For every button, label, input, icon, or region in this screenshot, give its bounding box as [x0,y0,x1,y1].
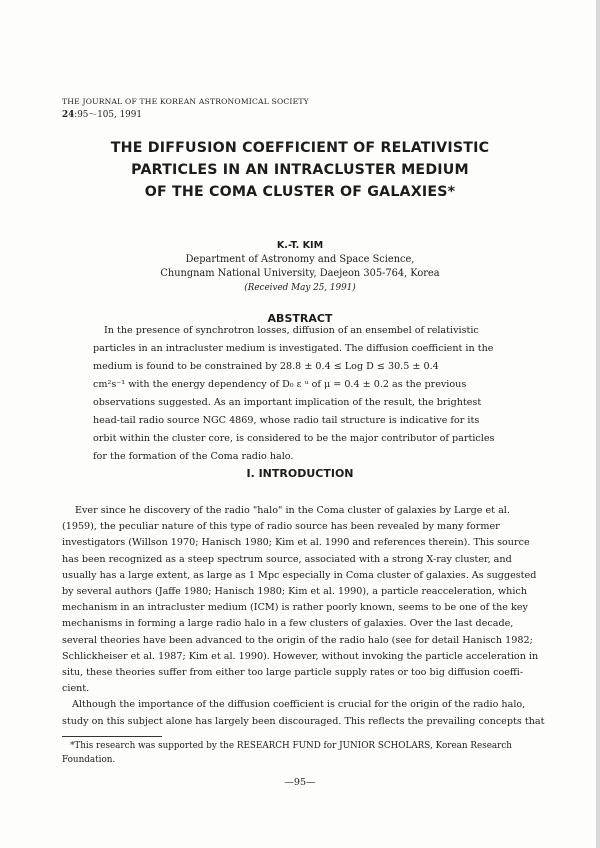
title-line-3: OF THE COMA CLUSTER OF GALAXIES* [144,184,456,200]
intro-line: Ever since he discovery of the radio "halo" in the Coma cluster of galaxies by Large et al. [75,505,510,516]
page-number: —95— [284,777,316,788]
section-heading: I. INTRODUCTION [246,467,354,480]
abstract-line: for the formation of the Coma radio halo. [93,451,294,462]
author-name: K.-T. KIM [276,240,324,251]
intro-line: mechanism in an intracluster medium (ICM) is rather poorly known, seems to be one of the key [62,602,528,614]
affiliation-line-2: Chungnam National University, Daejeon 305-764, Korea [160,268,440,279]
footnote-line: Foundation. [62,755,116,765]
footnote-line: *This research was supported by the RESEARCH FUND for JUNIOR SCHOLARS, Korean Research [70,741,512,751]
intro-line: Although the importance of the diffusion coefficient is crucial for the origin of the radio halo, [72,699,526,711]
abstract-line: particles in an intracluster medium is investigated. The diffusion coefficient in the [93,343,494,354]
footnote-rule [62,736,162,737]
abstract-line: observations suggested. As an important implication of the result, the brightest [93,397,482,408]
abstract-line: medium is found to be constrained by 28.8 ± 0.4 ≤ Log D ≤ 30.5 ± 0.4 [93,361,439,372]
title-line-2: PARTICLES IN AN INTRACLUSTER MEDIUM [131,162,469,178]
journal-name: THE JOURNAL OF THE KOREAN ASTRONOMICAL SOCIETY [62,97,309,106]
abstract-heading: ABSTRACT [267,312,333,325]
affiliation-line-1: Department of Astronomy and Space Science, [185,254,415,265]
intro-line: investigators (Willson 1970; Hanisch 1980; Kim et al. 1990 and references therein). This source [62,537,530,549]
volume-number: 24 [62,110,75,120]
title-line-1: THE DIFFUSION COEFFICIENT OF RELATIVISTIC [110,140,490,156]
abstract-line: head-tail radio source NGC 4869, whose radio tail structure is indicative for its [93,415,480,426]
received-date: (Received May 25, 1991) [244,283,356,293]
volume-info [62,107,142,120]
intro-line: cient. [62,683,90,695]
pages-year: :95～105, 1991 [74,110,142,120]
intro-line: Schlickheiser et al. 1987; Kim et al. 1990). However, without invoking the particle acceleration in [62,650,539,662]
intro-line: (1959), the peculiar nature of this type of radio source has been revealed by many former [62,521,500,533]
intro-line: study on this subject alone has largely been discouraged. This reflects the prevailing concepts that [62,715,545,727]
abstract-line: orbit within the cluster core, is considered to be the major contributor of particles [93,433,495,444]
intro-line: usually has a large extent, as large as 1 Mpc especially in Coma cluster of galaxies. As suggested [62,569,537,581]
intro-line: mechanisms in forming a large radio halo in a few clusters of galaxies. Over the last decade, [62,618,514,630]
page-edge [596,0,600,848]
abstract-line: In the presence of synchrotron losses, diffusion of an ensembel of relativistic [104,325,479,336]
intro-line: situ, these theories suffer from either too large particle supply rates or too big diffusion coeffi- [62,667,524,678]
intro-line: by several authors (Jaffe 1980; Hanisch 1980; Kim et al. 1990), a particle reacceleration, which [62,586,527,597]
intro-line: several theories have been advanced to the origin of the radio halo (see for detail Hanisch 1982; [62,634,533,646]
abstract-line: cm²s⁻¹ with the energy dependency of D₀ ε ᵘ of μ = 0.4 ± 0.2 as the previous [93,379,467,390]
intro-line: has been recognized as a steep spectrum source, associated with a strong X-ray cluster, and [62,553,512,565]
